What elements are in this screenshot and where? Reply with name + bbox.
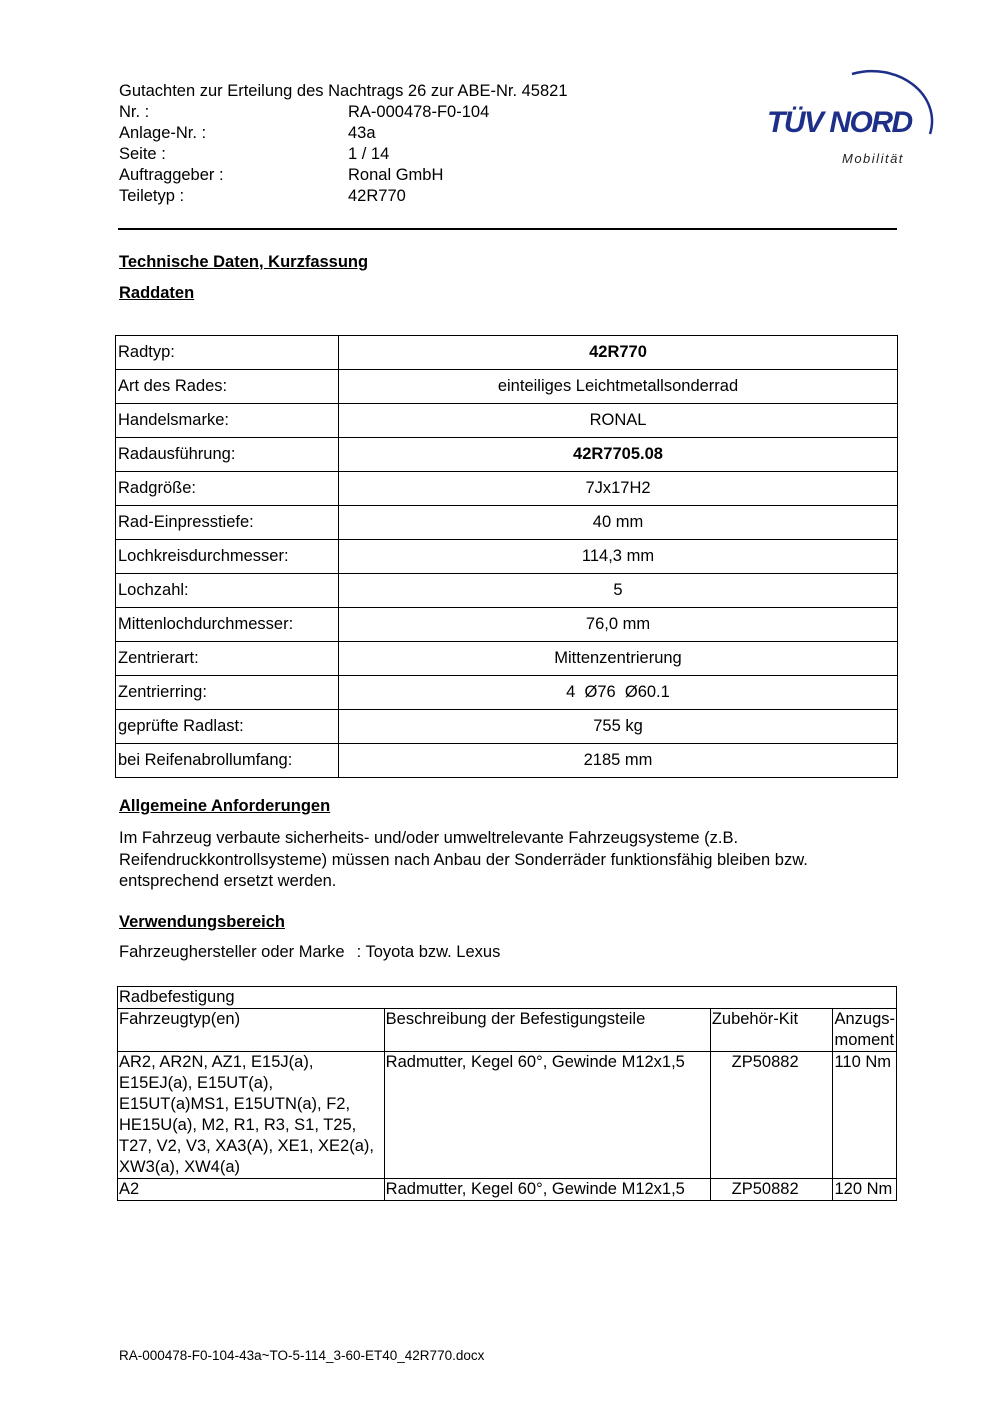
column-header: Beschreibung der Befestigungsteile <box>384 1009 710 1052</box>
spec-key: Zentrierart: <box>116 642 339 676</box>
spec-value: RONAL <box>339 404 898 438</box>
spec-value: 114,3 mm <box>339 540 898 574</box>
allgemein-paragraph: Im Fahrzeug verbaute sicherheits- und/oder umweltrelevante Fahrzeugsysteme (z.B. Reifendruckkontrollsysteme) müssen nach Anbau der Sonderräder funktionsfähig bleiben bzw. entsprechend ersetzt werden. <box>119 829 808 890</box>
accessory-kit: ZP50882 <box>710 1179 833 1201</box>
torque-value: 110 Nm <box>833 1052 897 1179</box>
header-label: Seite : <box>119 145 166 163</box>
table-row <box>116 540 898 574</box>
header-row-seite <box>119 144 568 165</box>
logo-wordmark: TÜV NORD <box>767 106 912 139</box>
table-row <box>118 1179 897 1201</box>
spec-key: Rad-Einpresstiefe: <box>116 506 339 540</box>
header-value: Ronal GmbH <box>348 166 444 184</box>
torque-value: 120 Nm <box>833 1179 897 1201</box>
spec-value: 40 mm <box>339 506 898 540</box>
spec-value: 5 <box>339 574 898 608</box>
vehicle-types: AR2, AR2N, AZ1, E15J(a), E15EJ(a), E15UT(a), E15UT(a)MS1, E15UTN(a), F2, HE15U(a), M2, R1, R3, S1, T25, T27, V2, V3, XA3(A), XE1, XE2(a), XW3(a), XW4(a) <box>118 1052 385 1179</box>
vehicle-types: A2 <box>118 1179 385 1201</box>
spec-key: bei Reifenabrollumfang: <box>116 744 339 778</box>
table-row <box>116 438 898 472</box>
table-header-row <box>118 1009 897 1052</box>
spec-value: einteiliges Leichtmetallsonderrad <box>339 370 898 404</box>
spec-key: Lochkreisdurchmesser: <box>116 540 339 574</box>
table-caption-row <box>118 987 897 1009</box>
spec-value: 2185 mm <box>339 744 898 778</box>
header-row-anlage <box>119 123 568 144</box>
document-footer: RA-000478-F0-104-43a~TO-5-114_3-60-ET40_42R770.docx <box>119 1348 485 1363</box>
section-heading-tech: Technische Daten, Kurzfassung <box>119 253 369 271</box>
header-value: 42R770 <box>348 187 406 205</box>
usage-value: Toyota bzw. Lexus <box>365 943 501 961</box>
tuv-nord-logo <box>762 56 942 171</box>
table-row <box>116 710 898 744</box>
header-row-teiletyp <box>119 186 568 207</box>
header-row-nr <box>119 102 568 123</box>
table-row <box>116 336 898 370</box>
spec-key: Art des Rades: <box>116 370 339 404</box>
spec-key: Radtyp: <box>116 336 339 370</box>
spec-value: 755 kg <box>339 710 898 744</box>
logo-subtitle: Mobilität <box>842 151 904 166</box>
column-header: Anzugs-moment <box>833 1009 897 1052</box>
document-header <box>119 81 568 207</box>
header-label: Auftraggeber : <box>119 166 224 184</box>
spec-key: Handelsmarke: <box>116 404 339 438</box>
table-row <box>116 676 898 710</box>
mounting-caption: Radbefestigung <box>118 987 897 1009</box>
usage-label: Fahrzeughersteller oder Marke <box>119 943 345 961</box>
spec-value: 42R770 <box>339 336 898 370</box>
header-value: 1 / 14 <box>348 145 390 163</box>
header-title: Gutachten zur Erteilung des Nachtrags 26 zur ABE-Nr. 45821 <box>119 82 568 100</box>
spec-key: geprüfte Radlast: <box>116 710 339 744</box>
fastener-description: Radmutter, Kegel 60°, Gewinde M12x1,5 <box>384 1179 710 1201</box>
fastener-description: Radmutter, Kegel 60°, Gewinde M12x1,5 <box>384 1052 710 1179</box>
table-row <box>116 744 898 778</box>
wheel-spec-table <box>115 335 898 778</box>
column-header: Fahrzeugtyp(en) <box>118 1009 385 1052</box>
mounting-table <box>117 986 897 1201</box>
section-heading-verwendung: Verwendungsbereich <box>119 913 285 931</box>
table-row <box>116 608 898 642</box>
usage-colon: : <box>356 943 362 961</box>
table-row <box>116 472 898 506</box>
spec-key: Zentrierring: <box>116 676 339 710</box>
table-row <box>118 1052 897 1179</box>
accessory-kit: ZP50882 <box>710 1052 833 1179</box>
spec-key: Mittenlochdurchmesser: <box>116 608 339 642</box>
spec-key: Radausführung: <box>116 438 339 472</box>
header-label: Anlage-Nr. : <box>119 124 207 142</box>
table-row <box>116 642 898 676</box>
table-row <box>116 574 898 608</box>
header-value: 43a <box>348 124 376 142</box>
section-heading-raddaten: Raddaten <box>119 284 195 302</box>
spec-value: 4 Ø76 Ø60.1 <box>339 676 898 710</box>
spec-key: Radgröße: <box>116 472 339 506</box>
header-row-auftraggeber <box>119 165 568 186</box>
usage-line <box>119 943 500 962</box>
header-value: RA-000478-F0-104 <box>348 103 490 121</box>
spec-value: Mittenzentrierung <box>339 642 898 676</box>
header-divider <box>118 228 897 230</box>
section-heading-allgemein: Allgemeine Anforderungen <box>119 797 331 815</box>
table-row <box>116 404 898 438</box>
header-label: Nr. : <box>119 103 150 121</box>
spec-value: 76,0 mm <box>339 608 898 642</box>
column-header: Zubehör-Kit <box>710 1009 833 1052</box>
header-label: Teiletyp : <box>119 187 185 205</box>
spec-value: 7Jx17H2 <box>339 472 898 506</box>
spec-value: 42R7705.08 <box>339 438 898 472</box>
spec-key: Lochzahl: <box>116 574 339 608</box>
table-row <box>116 506 898 540</box>
table-row <box>116 370 898 404</box>
